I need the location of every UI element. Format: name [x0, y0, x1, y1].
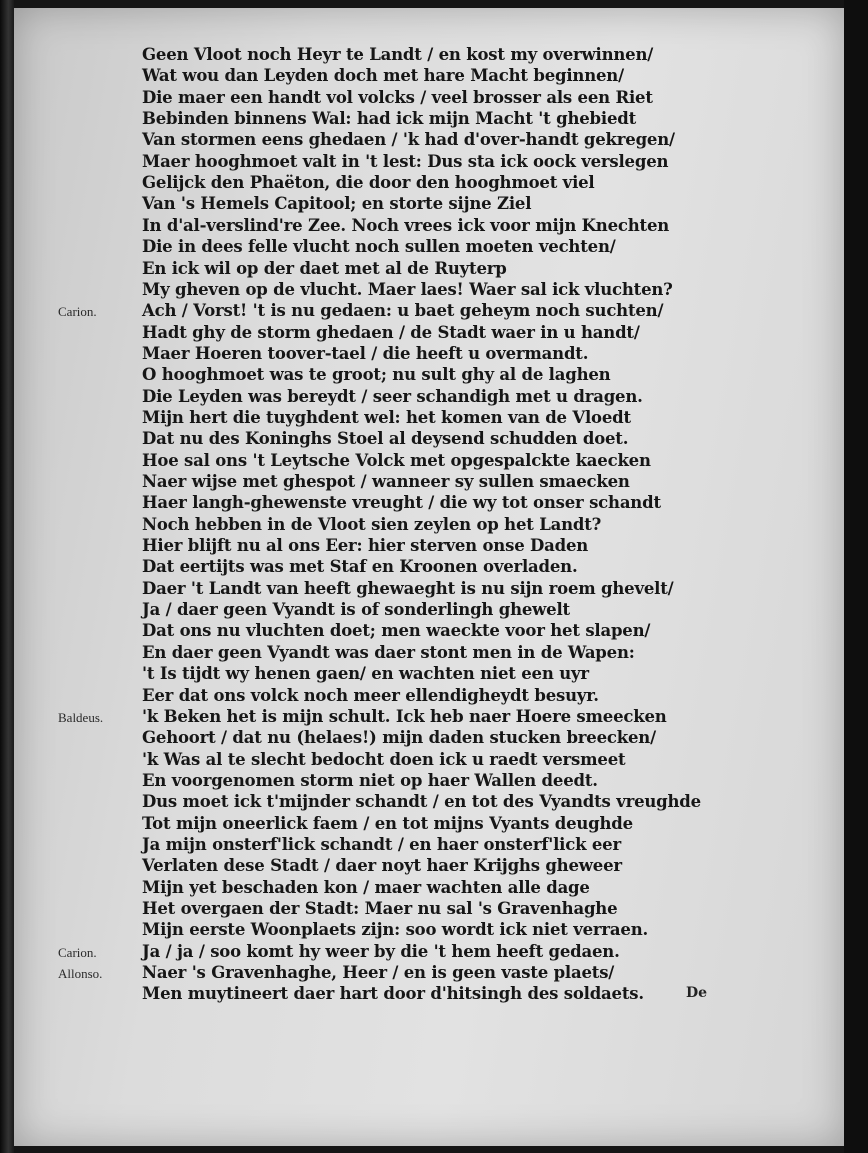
page-right-edge [844, 0, 868, 1153]
verse-line: Gelijck den Phaëton, die door den hooghmoet viel [142, 173, 595, 193]
verse-line: Die maer een handt vol volcks / veel brosser als een Riet [142, 87, 653, 107]
verse-line: En voorgenomen storm niet op haer Wallen deedt. [142, 770, 598, 790]
speaker-label: Carion. [58, 304, 97, 320]
verse-line: Wat wou dan Leyden doch met hare Macht beginnen/ [142, 66, 624, 86]
verse-line: Eer dat ons volck noch meer ellendigheydt besuyr. [142, 685, 599, 705]
verse-line: Maer hooghmoet valt in 't lest: Dus sta ick oock verslegen [142, 151, 669, 171]
verse-line: Geen Vloot noch Heyr te Landt / en kost my overwinnen/ [142, 45, 654, 64]
verse-line: O hooghmoet was te groot; nu sult ghy al de laghen [142, 365, 611, 385]
verse-line: Hoe sal ons 't Leytsche Volck met opgespalckte kaecken [142, 450, 651, 470]
verse-line: Van 's Hemels Capitool; en storte sijne Ziel [142, 194, 532, 214]
verse-line: Tot mijn oneerlick faem / en tot mijns Vyants deughde [142, 813, 633, 833]
catchword: De [686, 985, 708, 1002]
verse-line: Mijn yet beschaden kon / maer wachten alle dage [142, 877, 590, 897]
binding-gutter [0, 0, 14, 1153]
verse-line: Van stormen eens ghedaen / 'k had d'over-handt gekregen/ [142, 130, 675, 150]
verse-line: In d'al-verslind're Zee. Noch vrees ick voor mijn Knechten [142, 215, 670, 235]
verse-line: Noch hebben in de Vloot sien zeylen op het Landt? [142, 514, 602, 534]
verse-line: Hier blijft nu al ons Eer: hier sterven onse Daden [142, 536, 589, 556]
verse-line: Hadt ghy de storm ghedaen / de Stadt waer in u handt/ [142, 322, 640, 342]
verse-line: Ja mijn onsterf'lick schandt / en haer onsterf'lick eer [142, 834, 621, 854]
verse-line: Dus moet ick t'mijnder schandt / en tot des Vyandts vreughde [142, 792, 701, 812]
verse-line: Ach / Vorst! 't is nu gedaen: u baet geheym noch suchten/ [142, 301, 664, 321]
verse-line: Men muytineert daer hart door d'hitsingh des soldaets. [142, 984, 644, 1004]
speaker-label: Allonso. [58, 966, 103, 982]
verse-line: 'k Beken het is mijn schult. Ick heb naer Hoere smeecken [142, 706, 667, 726]
verse-line: Gehoort / dat nu (helaes!) mijn daden stucken breecken/ [142, 728, 656, 748]
speaker-label: Carion. [58, 944, 97, 960]
speaker-label: Baldeus. [58, 709, 104, 725]
verse-line: Bebinden binnens Wal: had ick mijn Macht 't ghebiedt [142, 109, 637, 129]
verse-line: 't Is tijdt wy henen gaen/ en wachten niet een uyr [142, 664, 589, 684]
verse-line: 'k Was al te slecht bedocht doen ick u raedt versmeet [142, 749, 626, 769]
verse-line: Verlaten dese Stadt / daer noyt haer Krijghs gheweer [142, 856, 622, 876]
verse-line: Mijn eerste Woonplaets zijn: soo wordt ick niet verraen. [142, 920, 649, 940]
verse-line: Dat nu des Koninghs Stoel al deysend schudden doet. [142, 429, 629, 449]
verse-line: Mijn hert die tuyghdent wel: het komen van de Vloedt [142, 407, 631, 427]
verse-line: Naer 's Gravenhaghe, Heer / en is geen vaste plaets/ [142, 963, 615, 983]
verse-line: Ja / ja / soo komt hy weer by die 't hem heeft gedaen. [142, 941, 620, 961]
verse-line: En ick wil op der daet met al de Ruyterp [142, 258, 507, 278]
verse-line: Daer 't Landt van heeft ghewaeght is nu sijn roem ghevelt/ [142, 578, 674, 598]
verse-line: Dat eertijts was met Staf en Kroonen overladen. [142, 557, 578, 577]
verse-line: Die in dees felle vlucht noch sullen moeten vechten/ [142, 237, 616, 257]
verse-line: Het overgaen der Stadt: Maer nu sal 's Gravenhaghe [142, 899, 618, 918]
verse-line: Maer Hoeren toover-tael / die heeft u overmandt. [142, 343, 589, 363]
verse-line: Haer langh-ghewenste vreught / die wy tot onser schandt [142, 493, 661, 513]
verse-line: Ja / daer geen Vyandt is of sonderlingh ghewelt [142, 600, 570, 620]
verse-line: My gheven op de vlucht. Maer laes! Waer sal ick vluchten? [142, 279, 673, 299]
verse-line: Die Leyden was bereydt / seer schandigh met u dragen. [142, 386, 643, 406]
book-page [14, 8, 844, 1146]
verse-line: Dat ons nu vluchten doet; men waeckte voor het slapen/ [142, 621, 651, 641]
verse-line: En daer geen Vyandt was daer stont men in de Wapen: [142, 642, 635, 662]
verse-line: Naer wijse met ghespot / wanneer sy sullen smaecken [142, 472, 630, 491]
